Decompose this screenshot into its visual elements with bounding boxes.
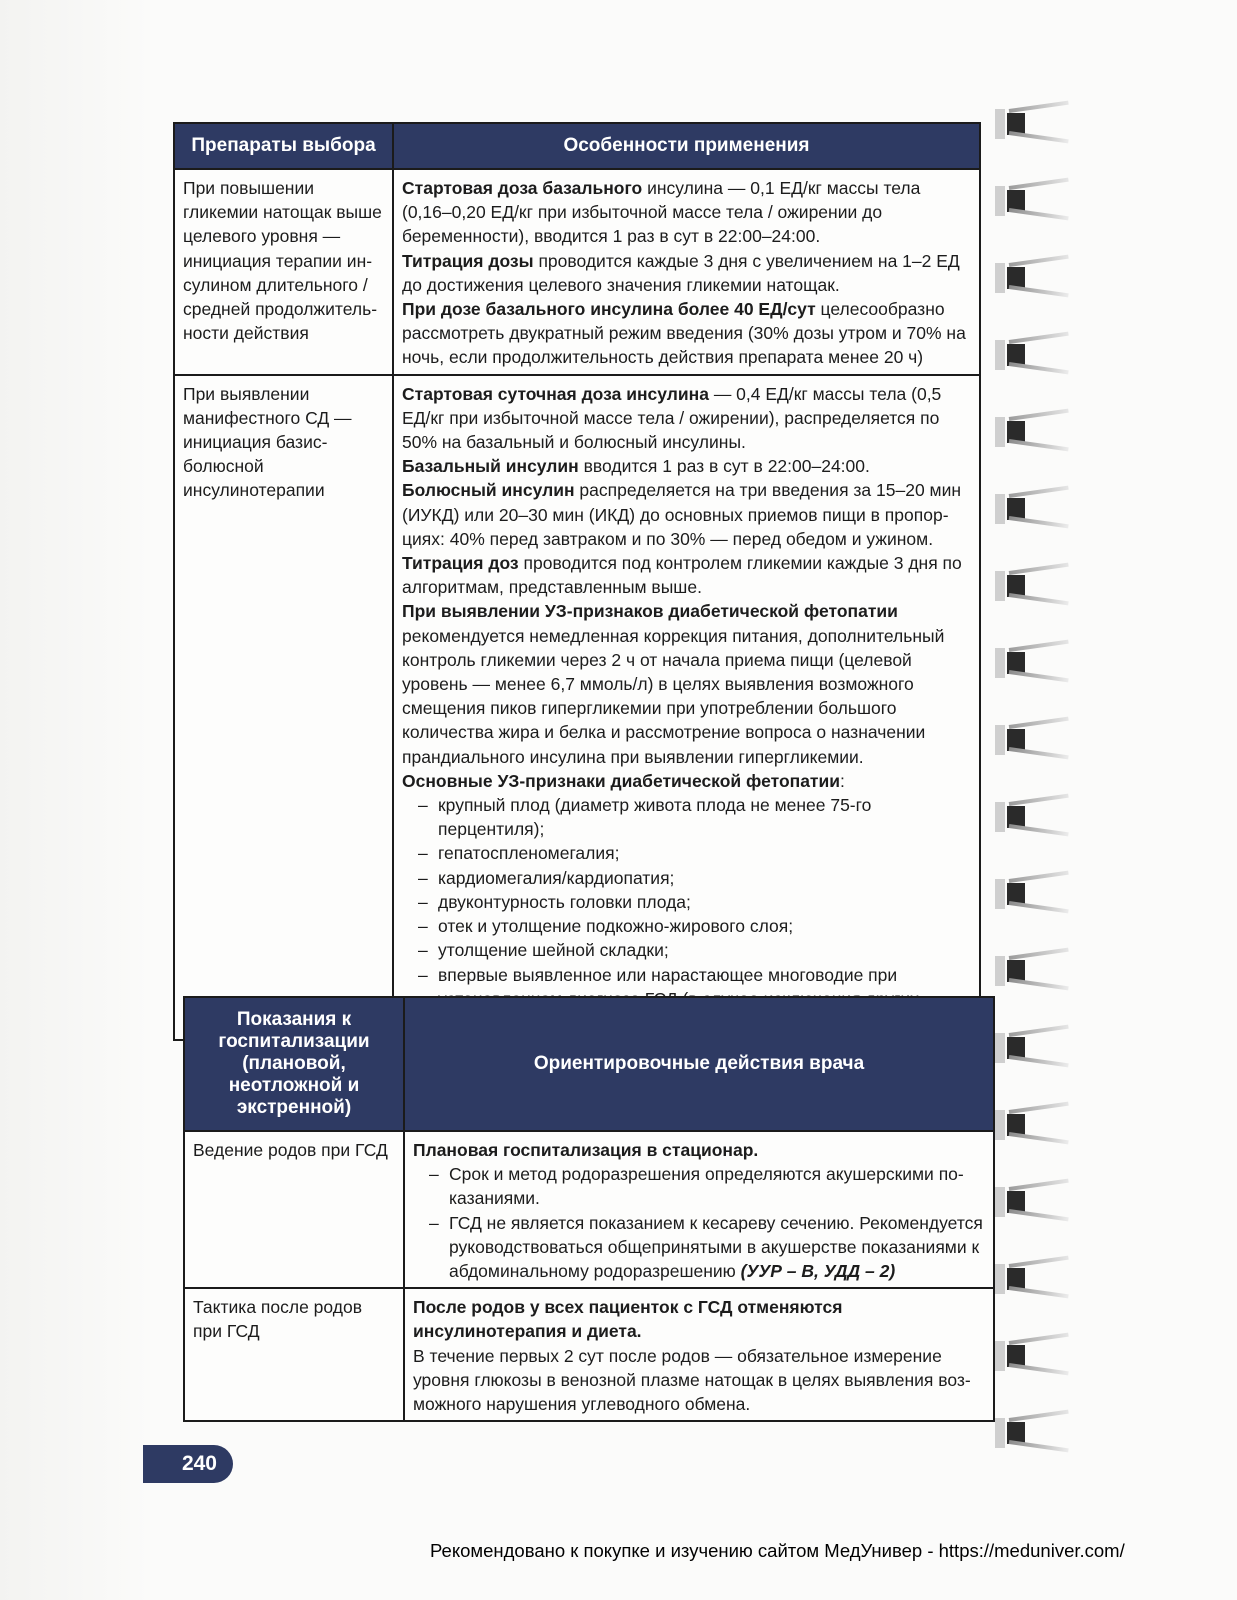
- table-row: [184, 1131, 994, 1288]
- paragraph-title: После родов у всех пациенток с ГСД отменяются инсулинотерапия и диета.: [413, 1297, 843, 1342]
- list-item: – отек и утолщение подкожно-жирового слоя;: [402, 914, 971, 938]
- paragraph: Болюсный инсулин распределяется на три введения за 15–20 мин (ИУКД) или 20–30 мин (ИКД) до основных приемов пищи в пропорциях: 40% перед завтраком и по 30% — перед обедом и ужином.: [402, 480, 962, 549]
- list-item: – Срок и метод родоразрешения определяются акушерскими показаниями.: [413, 1162, 985, 1210]
- spiral-coil: [995, 1335, 1070, 1375]
- spiral-coil: [995, 488, 1070, 528]
- spiral-coil: [995, 103, 1070, 143]
- spiral-coil: [995, 180, 1070, 220]
- spiral-coil: [995, 950, 1070, 990]
- footer-text: Рекомендовано к покупке и изучению сайтом МедУнивер - https://meduniver.com/: [430, 1540, 1125, 1561]
- spiral-coil: [995, 796, 1070, 836]
- paragraph: В течение первых 2 сут после родов — обязательное измерение уровня глюкозы в венозной плазме натощак в целях выявления возможного нарушения углеводного обмена.: [413, 1345, 971, 1415]
- header-indications: Показания к госпитализации (плановой, неотложной и экстренной): [184, 997, 404, 1131]
- list-item: – ГСД не является показанием к кесареву сечению. Рекомендуется руководствоваться общепринятыми в акушерстве показаниями к абдоминальному родоразрешению (УУР – В, УДД – 2): [413, 1211, 985, 1284]
- paragraph: Титрация дозы проводится каждые 3 дня с увеличением на 1–2 ЕД до достижения целевого значения гликемии натощак.: [402, 250, 960, 295]
- spiral-binding: [995, 95, 1075, 1495]
- table-header-row: [184, 997, 994, 1131]
- table-header-row: [174, 123, 980, 169]
- paragraph: При выявлении УЗ-признаков диабетической фетопатии рекомендуется немедленная коррекция питания, дополнительный контроль гликемии через 2 ч от начала приема пищи (целевой уровень — менее 6,7 ммоль/л) в целях выявления возможного смещения пиков гипергликемии при употреблении большого количества жира и белка и рассмотрение вопроса о назначении прандиального инсулина при выявлении гипергликемии.: [402, 601, 945, 767]
- spiral-coil: [995, 1181, 1070, 1221]
- page-number: 240: [143, 1445, 233, 1483]
- list-item: – двуконтурность головки плода;: [402, 890, 971, 914]
- spiral-coil: [995, 565, 1070, 605]
- paragraph-title: Плановая госпитализация в стационар.: [413, 1140, 759, 1160]
- spiral-coil: [995, 719, 1070, 759]
- row-content: [393, 375, 980, 1040]
- spiral-coil: [995, 1258, 1070, 1298]
- list-item: – утолщение шейной складки;: [402, 938, 971, 962]
- header-actions: Ориентировочные действия врача: [404, 997, 994, 1131]
- row-content: [404, 1288, 994, 1421]
- list-item: – кардиомегалия/кардиопатия;: [402, 866, 971, 890]
- spiral-coil: [995, 1104, 1070, 1144]
- spiral-coil: [995, 257, 1070, 297]
- paragraph: Титрация доз проводится под контролем гликемии каждые 3 дня по алгоритмам, представленным выше.: [402, 553, 962, 598]
- list-item: – впервые выявленное или нарастающее многоводие при: [402, 963, 971, 1036]
- row-content: [393, 169, 980, 375]
- paragraph: Базальный инсулин вводится 1 раз в сут в 22:00–24:00.: [402, 456, 870, 477]
- header-drugs: Препараты выбора: [174, 123, 393, 169]
- table-row: [174, 169, 980, 375]
- spiral-coil: [995, 334, 1070, 374]
- drug-choice-table: [173, 122, 981, 1041]
- paragraph: Основные УЗ-признаки диабетической фетопатии:: [402, 770, 845, 791]
- row-label: Тактика после родов при ГСД: [184, 1288, 404, 1421]
- row-label: При повышении гликемии натощак выше целевого уровня — инициация терапии инсулином длительного / средней продолжительности действия: [174, 169, 393, 375]
- delivery-list: [413, 1162, 985, 1283]
- row-label: При выявлении манифестного СД — инициация базис-болюсной инсулинотерапии: [174, 375, 393, 1040]
- table-row: [174, 375, 980, 1040]
- list-item: – крупный плод (диаметр живота плода не менее 75-го перцентиля);: [402, 793, 971, 841]
- spiral-coil: [995, 873, 1070, 913]
- page-shadow: [0, 0, 150, 1600]
- spiral-coil: [995, 1027, 1070, 1067]
- hospitalization-table: [183, 996, 995, 1422]
- table-row: [184, 1288, 994, 1421]
- spiral-coil: [995, 411, 1070, 451]
- list-item: – гепатоспленомегалия;: [402, 841, 971, 865]
- paragraph: Стартовая доза базального инсулина — 0,1 ЕД/кг массы тела (0,16–0,20 ЕД/кг при избыточной массе тела / ожирении до беременности), вводится 1 раз в сут в 22:00–24:00.: [402, 178, 921, 247]
- evidence-level: (УУР – В, УДД – 2): [740, 1261, 896, 1282]
- row-content: [404, 1131, 994, 1288]
- paragraph: При дозе базального инсулина более 40 ЕД/сут целесообразно рассмотреть двукратный режим введения (30% дозы утром и 70% на ночь, если продолжительность действия препарата менее 20 ч): [402, 299, 966, 368]
- spiral-coil: [995, 1412, 1070, 1452]
- spiral-coil: [995, 642, 1070, 682]
- row-label: Ведение родов при ГСД: [184, 1131, 404, 1288]
- header-features: Особенности применения: [393, 123, 980, 169]
- paragraph: Стартовая суточная доза инсулина — 0,4 ЕД/кг массы тела (0,5 ЕД/кг при избыточной массе тела / ожирении), распределяется по 50% на базальный и болюсный инсулины.: [402, 383, 942, 453]
